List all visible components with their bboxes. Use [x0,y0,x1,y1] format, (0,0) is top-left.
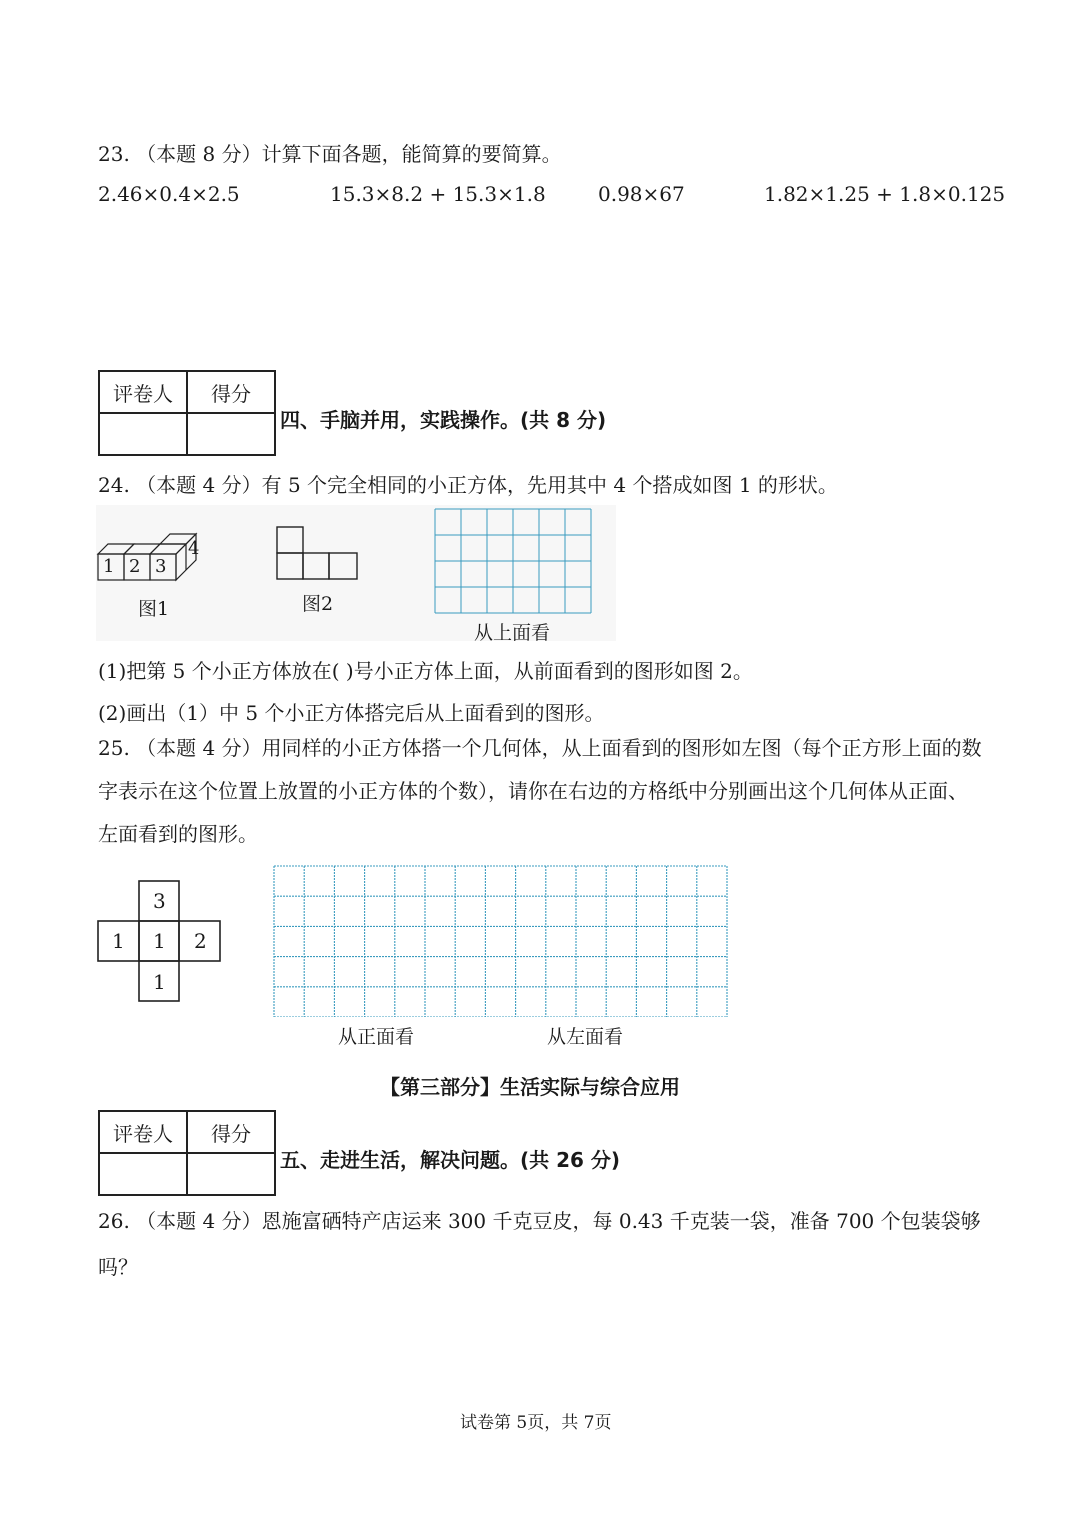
cube-label-1: 1 [103,556,115,577]
top-view-label: 从上面看 [474,622,551,644]
top-view-num-center: 1 [153,929,166,953]
page-footer: 试卷第 5页，共 7页 [460,1413,612,1433]
score-table-section5 [98,1110,276,1196]
front-view-label: 从正面看 [338,1026,415,1048]
q24-part2: (2)画出（1）中 5 个小正方体搭完后从上面看到的图形。 [98,701,605,725]
q25-text: 25. （本题 4 分）用同样的小正方体搭一个几何体，从上面看到的图形如左图（每个正方形上面的数字表示在这个位置上放置的小正方体的个数），请你在右边的方格纸中分别画出这个几何体从正面、左面看到的图形。 [98,736,982,846]
section4-title: 四、手脑并用，实践操作。(共 8 分) [280,408,607,432]
part3-title: 【第三部分】生活实际与综合应用 [380,1075,680,1099]
top-view-num-bottom: 1 [153,970,166,994]
score-header: 得分 [187,1111,275,1153]
figure2-label: 图2 [302,593,334,615]
q23-expr-4: 1.82×1.25 + 1.8×0.125 [764,182,1006,206]
q24-part1: (1)把第 5 个小正方体放在( )号小正方体上面，从前面看到的图形如图 2。 [98,659,753,683]
grader-header: 评卷人 [99,371,187,413]
grader-cell [99,413,187,455]
grader-cell [99,1153,187,1195]
cube-label-2: 2 [129,556,141,577]
section5-title: 五、走进生活，解决问题。(共 26 分) [280,1148,621,1172]
top-view-num-left: 1 [112,929,125,953]
score-header: 得分 [187,371,275,413]
cube-label-4: 4 [188,538,200,559]
score-cell [187,413,275,455]
figure1-label: 图1 [138,598,170,620]
q24-title: 24. （本题 4 分）有 5 个完全相同的小正方体，先用其中 4 个搭成如图 1 的形状。 [98,473,838,497]
top-view-grid[interactable] [434,508,594,614]
score-cell [187,1153,275,1195]
q23-title: 23. （本题 8 分）计算下面各题，能简算的要简算。 [98,142,562,166]
q26-text: 26. （本题 4 分）恩施富硒特产店运来 300 千克豆皮，每 0.43 千克装一袋，准备 700 个包装袋够吗？ [98,1209,981,1279]
score-table-section4 [98,370,276,456]
q23-expr-3: 0.98×67 [598,182,685,206]
grader-header: 评卷人 [99,1111,187,1153]
q23-expr-1: 2.46×0.4×2.5 [98,182,240,206]
figure2-front-view [276,526,360,582]
q23-expr-2: 15.3×8.2 + 15.3×1.8 [330,182,546,206]
top-view-num-right: 2 [194,929,207,953]
q25-drawing-grid[interactable] [273,865,731,1017]
cube-label-3: 3 [155,556,167,577]
top-view-num-top: 3 [153,889,166,913]
left-view-label: 从左面看 [547,1026,624,1048]
